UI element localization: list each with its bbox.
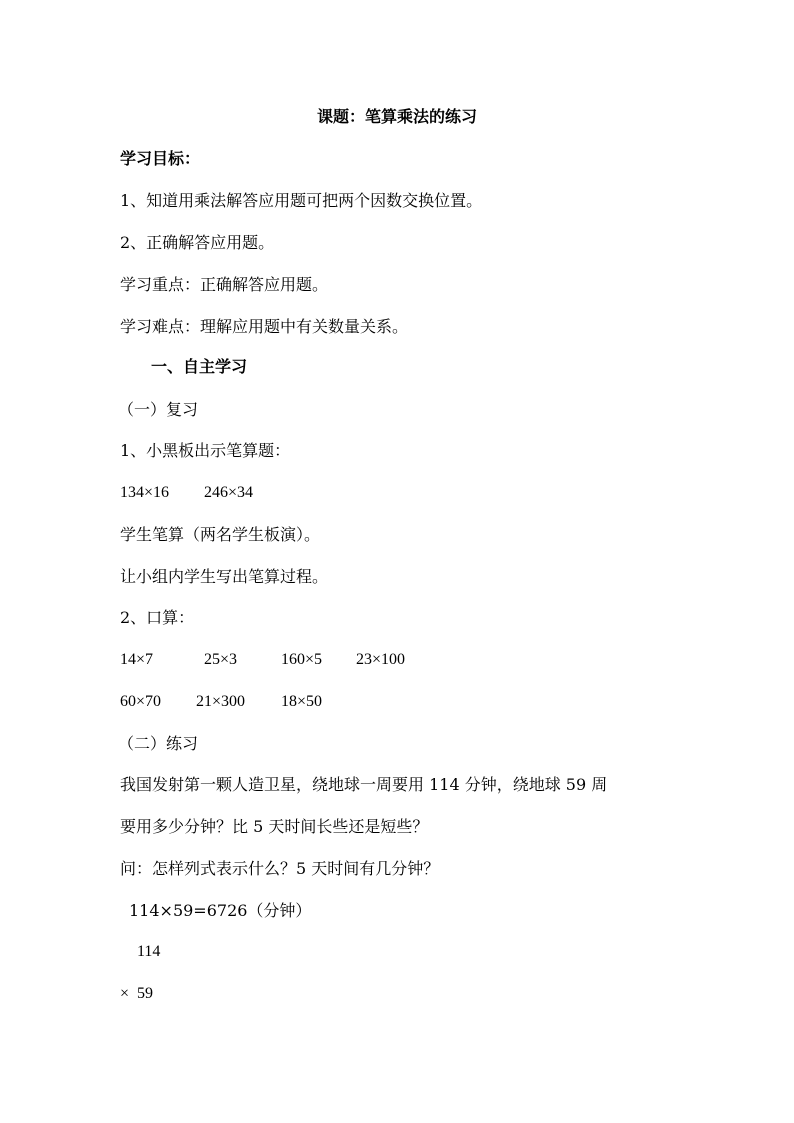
vertical-calc-bottom: × 59: [120, 985, 154, 1002]
objectives-heading: 学习目标：: [120, 149, 201, 168]
question-text: 问：怎样列式表示什么？5 天时间有几分钟？: [120, 859, 440, 878]
subsection-practice: （二）练习: [118, 734, 199, 753]
problem-line-1: 我国发射第一颗人造卫星，绕地球一周要用 114 分钟，绕地球 59 周: [120, 775, 608, 794]
objective-1: 1、知道用乘法解答应用题可把两个因数交换位置。: [120, 191, 483, 210]
oral-expression: 14×7: [120, 651, 154, 668]
review-item-2: 2、口算：: [120, 608, 195, 627]
oral-expression: 18×50: [281, 693, 323, 710]
equation: 114×59=6726（分钟）: [129, 901, 312, 920]
oral-expression: 60×70: [120, 693, 162, 710]
lesson-title: 课题：笔算乘法的练习: [316, 107, 477, 126]
oral-expression: 25×3: [204, 651, 238, 668]
problem-line-2: 要用多少分钟？比 5 天时间长些还是短些？: [120, 817, 429, 836]
review-expression: 246×34: [204, 484, 254, 501]
difficulty: 学习难点：理解应用题中有关数量关系。: [120, 317, 409, 336]
objective-2: 2、正确解答应用题。: [120, 233, 275, 252]
group-write-text: 让小组内学生写出笔算过程。: [120, 567, 329, 586]
oral-expression: 23×100: [356, 651, 406, 668]
oral-expression: 160×5: [281, 651, 323, 668]
review-expression: 134×16: [120, 484, 170, 501]
vertical-calc-top: 114: [137, 943, 161, 960]
review-item-1: 1、小黑板出示笔算题：: [120, 441, 291, 460]
section-heading-1: 一、自主学习: [151, 357, 248, 376]
subsection-review: （一）复习: [118, 400, 199, 419]
students-board-text: 学生笔算（两名学生板演）。: [120, 525, 321, 544]
oral-expression: 21×300: [196, 693, 246, 710]
key-point: 学习重点：正确解答应用题。: [120, 275, 329, 294]
